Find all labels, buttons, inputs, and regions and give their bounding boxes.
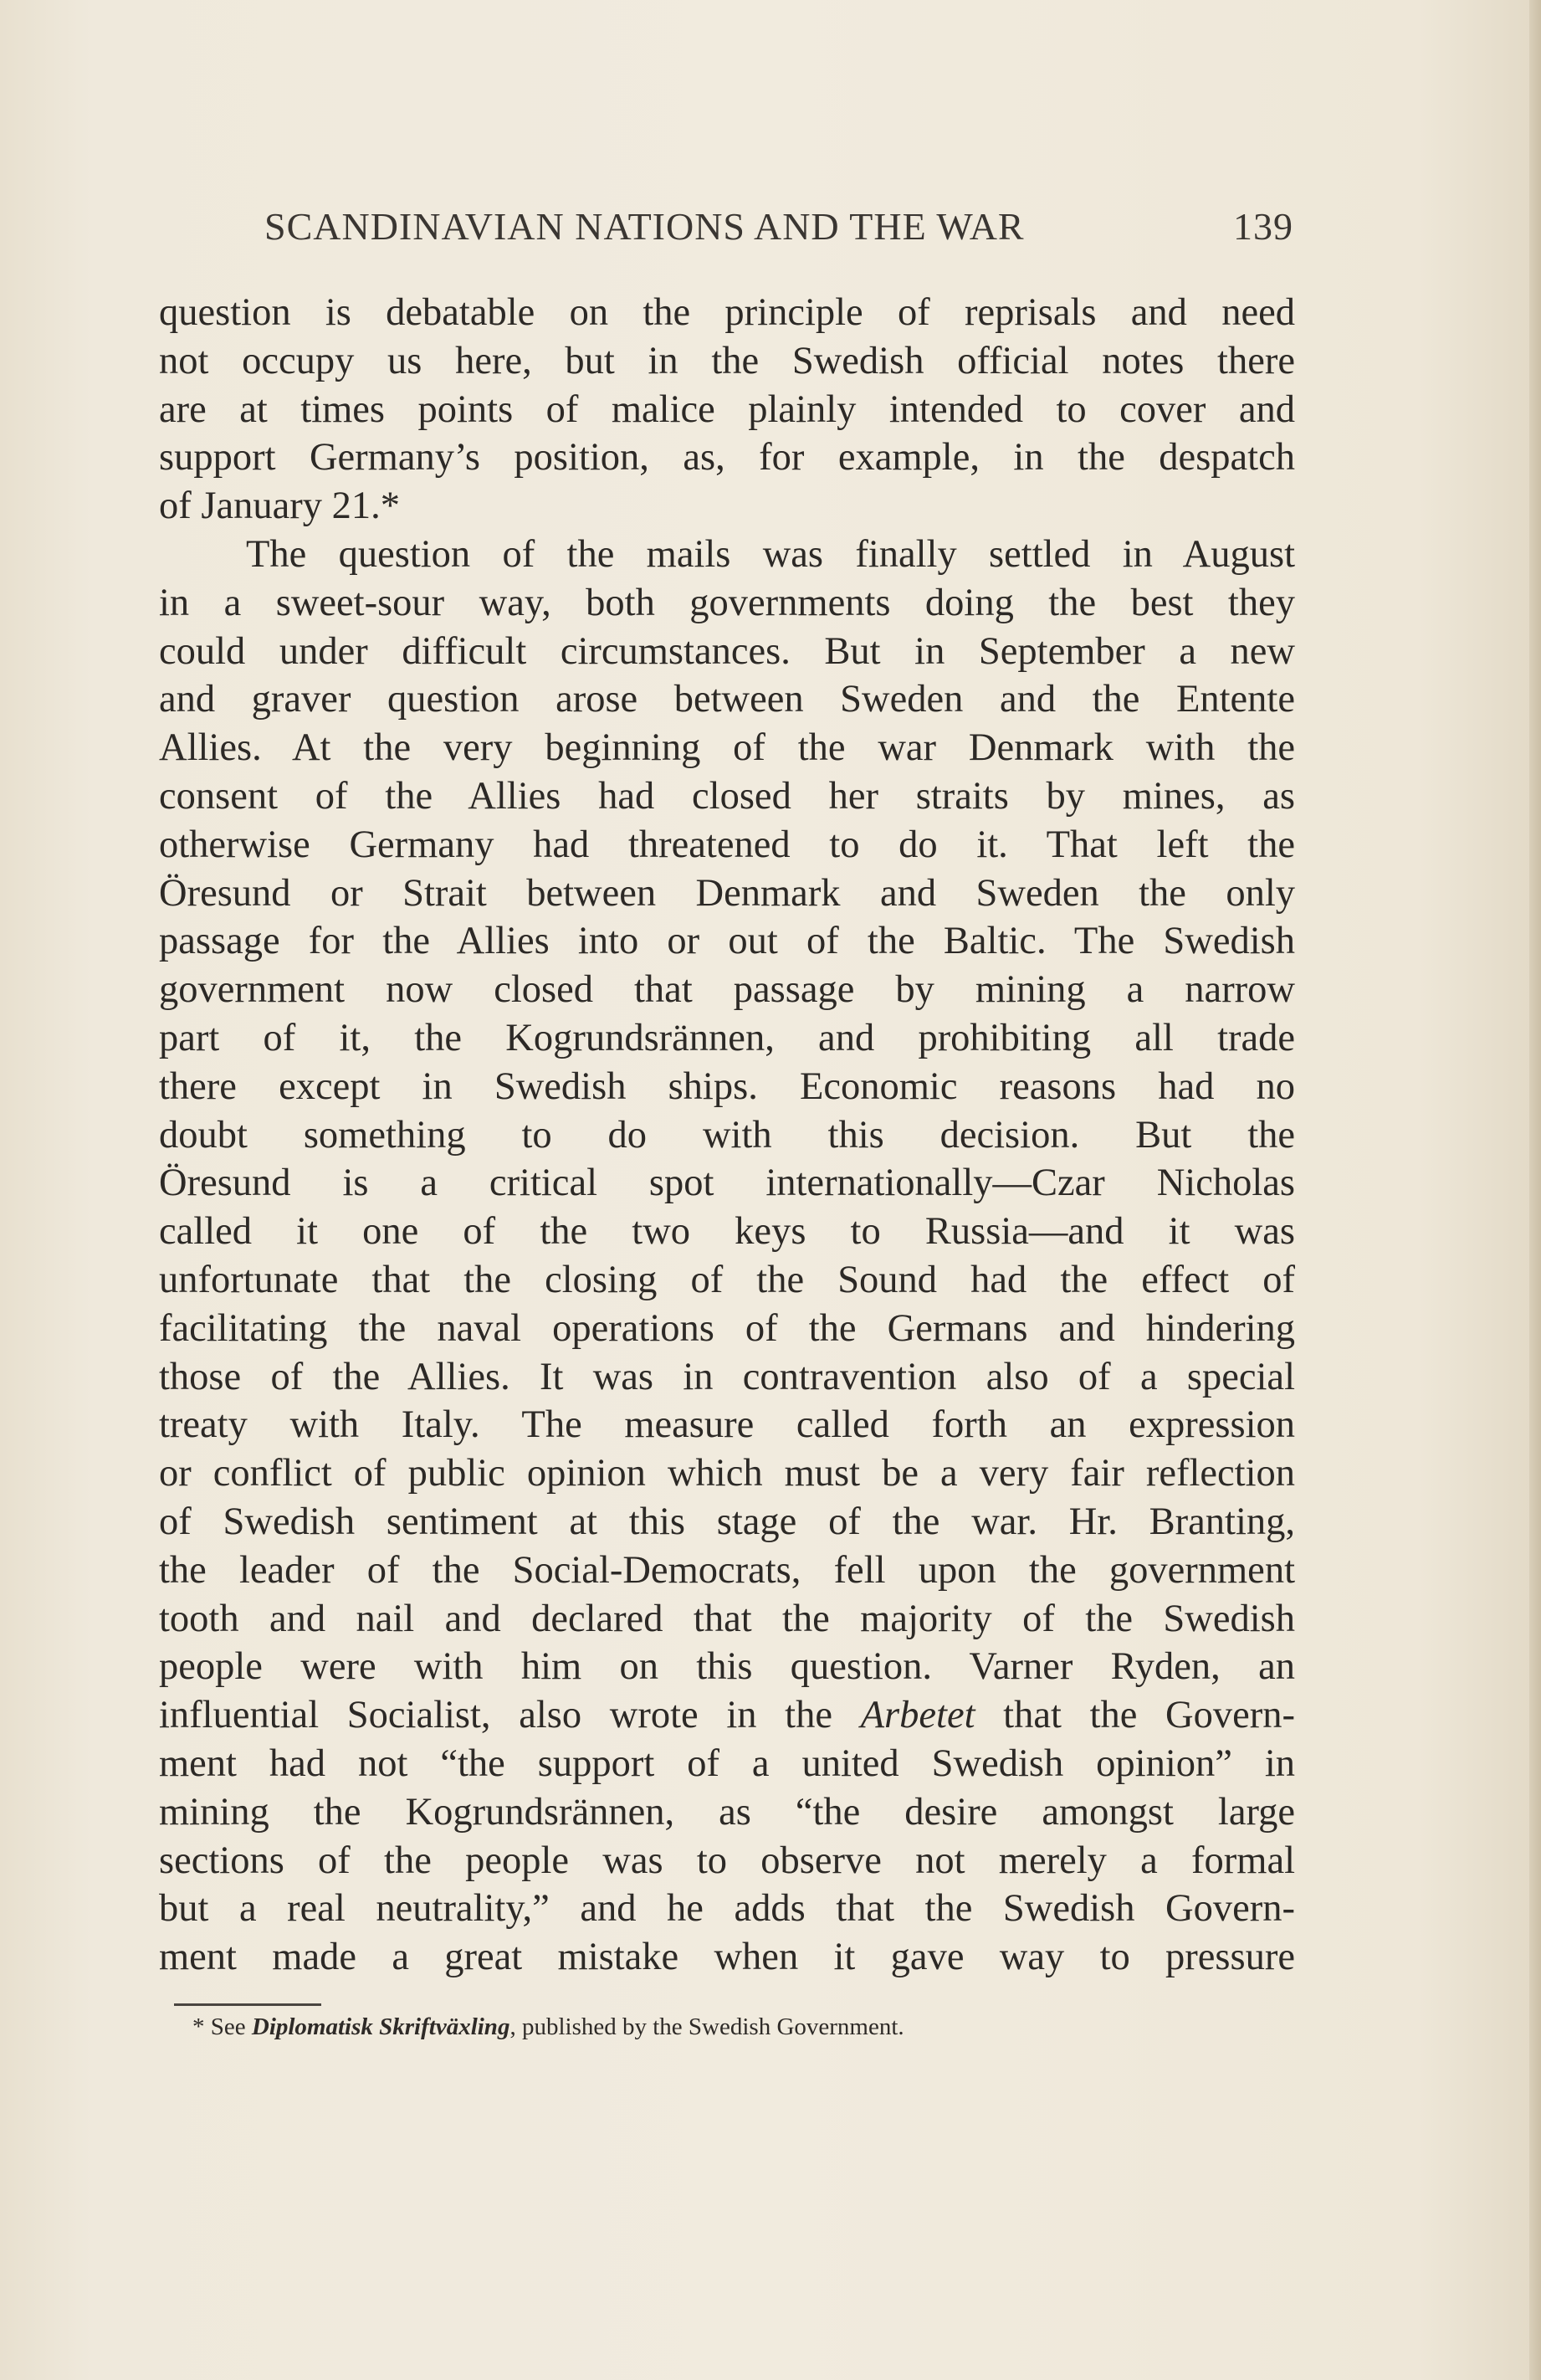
text-line: Allies. At the very beginning of the war Denmark with the [159,726,1295,770]
text-line: Öresund or Strait between Denmark and Sweden the only [159,871,1295,915]
text-line: part of it, the Kogrundsrännen, and prohibiting all trade [159,1016,1295,1059]
text-line: but a real neutrality,” and he adds that the Swedish Govern- [159,1887,1295,1931]
text-line: the leader of the Social-Democrats, fell upon the government [159,1548,1295,1592]
footnote [192,2013,1196,2041]
text-line: otherwise Germany had threatened to do it. That left the [159,823,1295,866]
text-line: The question of the mails was finally settled in August [246,532,1295,576]
text-line: and graver question arose between Sweden and the Entente [159,678,1295,721]
footnote-text: , published by the Swedish Government. [509,2013,904,2040]
text-line: are at times points of malice plainly intended to cover and [159,387,1295,431]
footnote-title: Diplomatisk Skriftväxling [251,2013,510,2040]
footnote-rule [174,2003,321,2006]
text-line: question is debatable on the principle of reprisals and need [159,291,1295,334]
text-line: tooth and nail and declared that the majority of the Swedish [159,1597,1295,1640]
text-line: not occupy us here, but in the Swedish official notes there [159,339,1295,382]
body-text [159,289,1295,1982]
text-line: ment had not “the support of a united Swedish opinion” in [159,1741,1295,1785]
text-segment: that the Govern- [975,1694,1295,1737]
page-number: 139 [1233,205,1293,248]
text-line: Öresund is a critical spot internationally—Czar Nicholas [159,1162,1295,1205]
footnote-marker: * See [192,2013,252,2040]
text-line: consent of the Allies had closed her straits by mines, as [159,774,1295,818]
text-line: unfortunate that the closing of the Sound had the effect of [159,1258,1295,1301]
text-line: in a sweet-sour way, both governments doing the best they [159,581,1295,624]
text-line: support Germany’s position, as, for example, in the despatch [159,436,1295,480]
newspaper-title: Arbetet [860,1694,975,1737]
running-head [264,204,1293,263]
text-line: those of the Allies. It was in contravention also of a special [159,1355,1295,1398]
text-line [159,1691,1295,1740]
text-line: sections of the people was to observe not merely a formal [159,1839,1295,1882]
text-line: government now closed that passage by mining a narrow [159,968,1295,1012]
text-line: facilitating the naval operations of the Germans and hindering [159,1306,1295,1350]
text-line: of Swedish sentiment at this stage of the war. Hr. Branting, [159,1500,1295,1543]
page-edge [1529,0,1541,2380]
text-line: mining the Kogrundsrännen, as “the desire amongst large [159,1790,1295,1834]
text-line: ment made a great mistake when it gave way to pressure [159,1936,1295,1979]
text-segment: influential Socialist, also wrote in the [159,1694,861,1737]
text-line: people were with him on this question. Varner Ryden, an [159,1645,1295,1689]
text-line: or conflict of public opinion which must be a very fair reflection [159,1452,1295,1495]
text-line: of January 21.* [159,485,400,528]
text-line: could under difficult circumstances. But in September a new [159,629,1295,673]
text-line: passage for the Allies into or out of the Baltic. The Swedish [159,920,1295,963]
text-line: treaty with Italy. The measure called forth an expression [159,1403,1295,1447]
text-line: doubt something to do with this decision. But the [159,1113,1295,1157]
running-title: SCANDINAVIAN NATIONS AND THE WAR [264,205,1025,248]
text-line: called it one of the two keys to Russia—and it was [159,1210,1295,1254]
text-line: there except in Swedish ships. Economic reasons had no [159,1064,1295,1108]
